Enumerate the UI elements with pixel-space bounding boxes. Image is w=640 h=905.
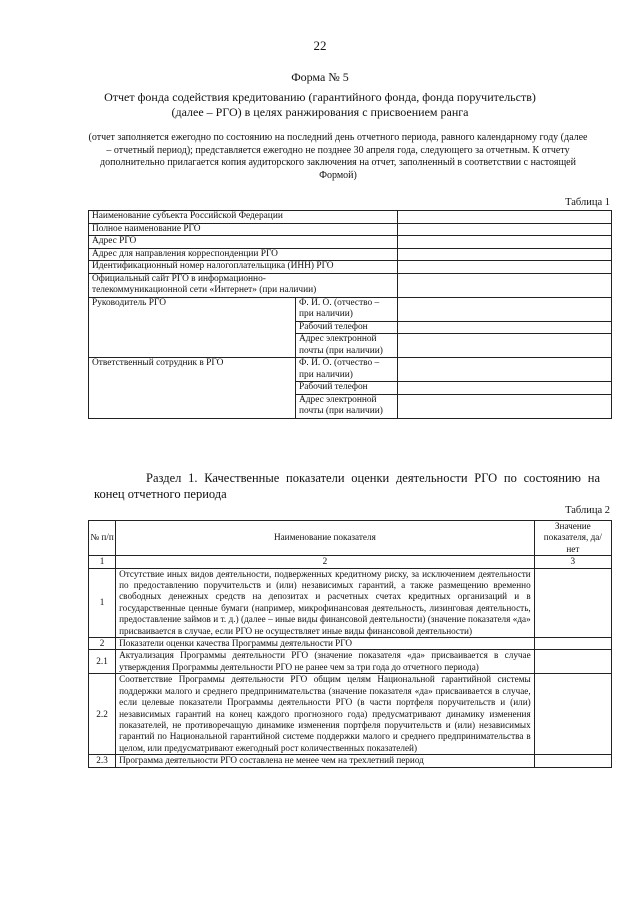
row-label-website: Официальный сайт РГО в информационно-телекоммуникационной сети «Интернет» (при наличии): [89, 273, 398, 297]
table-row: [89, 261, 612, 274]
table-row: [89, 650, 612, 674]
value-cell-employee-email[interactable]: [398, 394, 612, 418]
row-num: 2.2: [89, 674, 116, 755]
col-number: 3: [534, 556, 611, 568]
row-label-full-name: Полное наименование РГО: [89, 223, 398, 236]
col-number: 2: [116, 556, 535, 568]
col-number: 1: [89, 556, 116, 568]
form-title: Форма № 5: [291, 70, 349, 84]
value-cell-mail-address[interactable]: [398, 248, 612, 261]
row-indicator: Отсутствие иных видов деятельности, подверженных кредитному риску, за исключением деятельности по предоставлению поручительств и (или) независимых гарантий, а также размещению временно свободных денежных средств на депозитах и расчетных счетах кредитных организаций и в государственные ценные бумаги (например, микрофинансовая деятельность, лизинговая деятельность, предоставление займов и т. д.) (далее – иные виды финансовой деятельности) (значение показателя «да» присваивается в случае, если РГО не осуществляет иные виды финансовой деятельности): [116, 568, 535, 637]
row-label-employee: Ответственный сотрудник в РГО: [89, 358, 296, 419]
organization-info-table: [88, 210, 612, 419]
report-title: Отчет фонда содействия кредитованию (гарантийного фонда, фонда поручительств) (далее – РГО) в целях ранжирования с присвоением ранга: [104, 90, 536, 119]
value-cell-head-phone[interactable]: [398, 321, 612, 334]
value-cell-employee-fio[interactable]: [398, 358, 612, 382]
table-row: [89, 211, 612, 224]
row-indicator: Программа деятельности РГО составлена не менее чем на трехлетний период: [116, 755, 535, 767]
row-indicator: Соответствие Программы деятельности РГО общим целям Национальной гарантийной системы поддержки малого и среднего предпринимательства (значение показателя «да» присваивается в случае, если целевые показатели Программы деятельности РГО (в части портфеля поручительств и (или) независимых гарантий на конец каждого прогнозного года) предусматривают динамику изменения показателей, не противоречащую динамике изменения портфеля поручительств и (или) независимых гарантий по Национальной гарантийной системе поддержки малого и среднего предпринимательства в целом, или предусматривают ежегодный рост количественных показателей): [116, 674, 535, 755]
header-value: Значение показателя, да/нет: [534, 521, 611, 556]
value-cell-full-name[interactable]: [398, 223, 612, 236]
table-row: [89, 568, 612, 637]
value-cell-subject[interactable]: [398, 211, 612, 224]
sub-label-head-email: Адрес электронной почты (при наличии): [296, 334, 398, 358]
header-num: № п/п: [89, 521, 116, 556]
table-row: [89, 236, 612, 249]
value-cell-head-fio[interactable]: [398, 297, 612, 321]
table-row: [89, 755, 612, 767]
sub-label-head-phone: Рабочий телефон: [296, 321, 398, 334]
header-name: Наименование показателя: [116, 521, 535, 556]
row-num: 2: [89, 638, 116, 650]
column-number-row: [89, 556, 612, 568]
table-row: [89, 273, 612, 297]
sub-label-employee-fio: Ф. И. О. (отчество – при наличии): [296, 358, 398, 382]
row-indicator: Актуализация Программы деятельности РГО (значение показателя «да» присваивается в случае утверждения Программы деятельности РГО не ранее чем за три года до отчетного периода): [116, 650, 535, 674]
table2-label: Таблица 2: [565, 505, 610, 516]
table-row: [89, 223, 612, 236]
row-value[interactable]: [534, 638, 611, 650]
sub-label-head-fio: Ф. И. О. (отчество – при наличии): [296, 297, 398, 321]
row-indicator: Показатели оценки качества Программы деятельности РГО: [116, 638, 535, 650]
value-cell-head-email[interactable]: [398, 334, 612, 358]
table-row: [89, 638, 612, 650]
sub-label-employee-phone: Рабочий телефон: [296, 382, 398, 395]
value-cell-inn[interactable]: [398, 261, 612, 274]
row-label-subject: Наименование субъекта Российской Федерации: [89, 211, 398, 224]
value-cell-address[interactable]: [398, 236, 612, 249]
indicators-table: [88, 520, 612, 768]
row-label-inn: Идентификационный номер налогоплательщика (ИНН) РГО: [89, 261, 398, 274]
row-value[interactable]: [534, 568, 611, 637]
row-value[interactable]: [534, 650, 611, 674]
row-num: 2.1: [89, 650, 116, 674]
table1-label: Таблица 1: [565, 197, 610, 208]
row-label-head: Руководитель РГО: [89, 297, 296, 358]
instructions-note: (отчет заполняется ежегодно по состоянию на последний день отчетного периода, равного календарному году (далее – отчетный период); представляется ежегодно не позднее 30 апреля года, следующего за отчетным. К отчету дополнительно прилагается копия аудиторского заключения на отчет, заполненный в соответствии с настоящей Формой): [88, 132, 588, 181]
table-header-row: [89, 521, 612, 556]
row-label-address: Адрес РГО: [89, 236, 398, 249]
page-number: 22: [313, 38, 327, 53]
table-row: [89, 358, 612, 382]
row-num: 2.3: [89, 755, 116, 767]
value-cell-employee-phone[interactable]: [398, 382, 612, 395]
row-num: 1: [89, 568, 116, 637]
table-row: [89, 674, 612, 755]
value-cell-website[interactable]: [398, 273, 612, 297]
row-value[interactable]: [534, 755, 611, 767]
table-row: [89, 248, 612, 261]
section-heading: Раздел 1. Качественные показатели оценки деятельности РГО по состоянию на конец отчетного периода: [94, 471, 600, 501]
sub-label-employee-email: Адрес электронной почты (при наличии): [296, 394, 398, 418]
row-value[interactable]: [534, 674, 611, 755]
table-row: [89, 297, 612, 321]
row-label-mail-address: Адрес для направления корреспонденции РГО: [89, 248, 398, 261]
